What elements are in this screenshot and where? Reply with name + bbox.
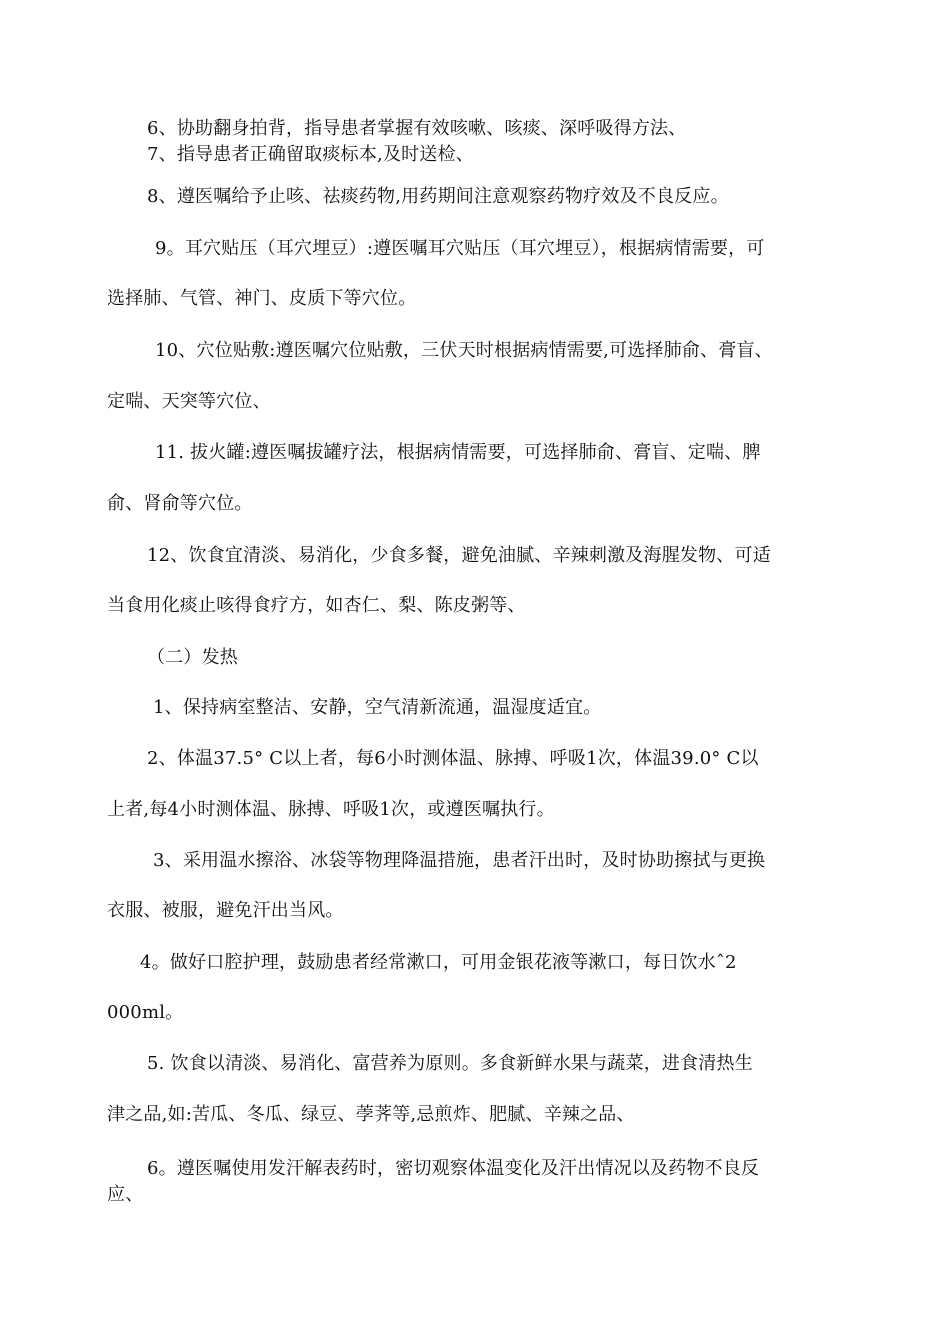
text-line: 2、体温37.5° C以上者，每6小时测体温、脉搏、呼吸1次，体温39.0° C以 (147, 748, 759, 769)
text-line: 9。耳穴贴压（耳穴埋豆）:遵医嘱耳穴贴压（耳穴埋豆），根据病情需要，可 (155, 238, 765, 259)
text-line: 3、采用温水擦浴、冰袋等物理降温措施，患者汗出时，及时协助擦拭与更换 (153, 850, 766, 871)
text-line: 当食用化痰止咳得食疗方，如杏仁、梨、陈皮粥等、 (107, 595, 526, 616)
text-line: 衣服、被服，避免汗出当风。 (107, 900, 344, 921)
text-line: 11. 拔火罐:遵医嘱拔罐疗法，根据病情需要，可选择肺俞、膏盲、定喘、脾 (155, 442, 761, 463)
text-line: 4。做好口腔护理，鼓励患者经常漱口，可用金银花液等漱口，每日饮水ˆ2 (140, 952, 737, 973)
text-line: 000ml。 (107, 1002, 184, 1023)
text-line: 7、指导患者正确留取痰标本,及时送检、 (147, 144, 474, 165)
text-line: 10、穴位贴敷:遵医嘱穴位贴敷，三伏天时根据病情需要,可选择肺俞、膏盲、 (155, 340, 773, 361)
section-heading: （二）发热 (147, 647, 238, 668)
text-line: 1、保持病室整洁、安静，空气清新流通，温湿度适宜。 (153, 697, 602, 718)
text-line: 5. 饮食以清淡、易消化、富营养为原则。多食新鲜水果与蔬菜，进食清热生 (147, 1053, 753, 1074)
text-line: 上者,每4小时测体温、脉搏、呼吸1次，或遵医嘱执行。 (107, 799, 555, 820)
text-line: 定喘、天突等穴位、 (107, 391, 271, 412)
text-line: 6、协助翻身拍背，指导患者掌握有效咳嗽、咳痰、深呼吸得方法、 (147, 118, 687, 139)
text-line: 津之品,如:苦瓜、冬瓜、绿豆、荸荠等,忌煎炸、肥腻、辛辣之品、 (107, 1104, 635, 1125)
text-line: 应、 (107, 1184, 144, 1205)
text-line: 12、饮食宜清淡、易消化，少食多餐，避免油腻、辛辣刺激及海腥发物、可适 (147, 545, 771, 566)
text-line: 选择肺、气管、神门、皮质下等穴位。 (107, 288, 417, 309)
text-line: 6。遵医嘱使用发汗解表药时，密切观察体温变化及汗出情况以及药物不良反 (147, 1158, 760, 1179)
text-line: 8、遵医嘱给予止咳、祛痰药物,用药期间注意观察药物疗效及不良反应。 (147, 186, 729, 207)
text-line: 俞、肾俞等穴位。 (107, 493, 253, 514)
